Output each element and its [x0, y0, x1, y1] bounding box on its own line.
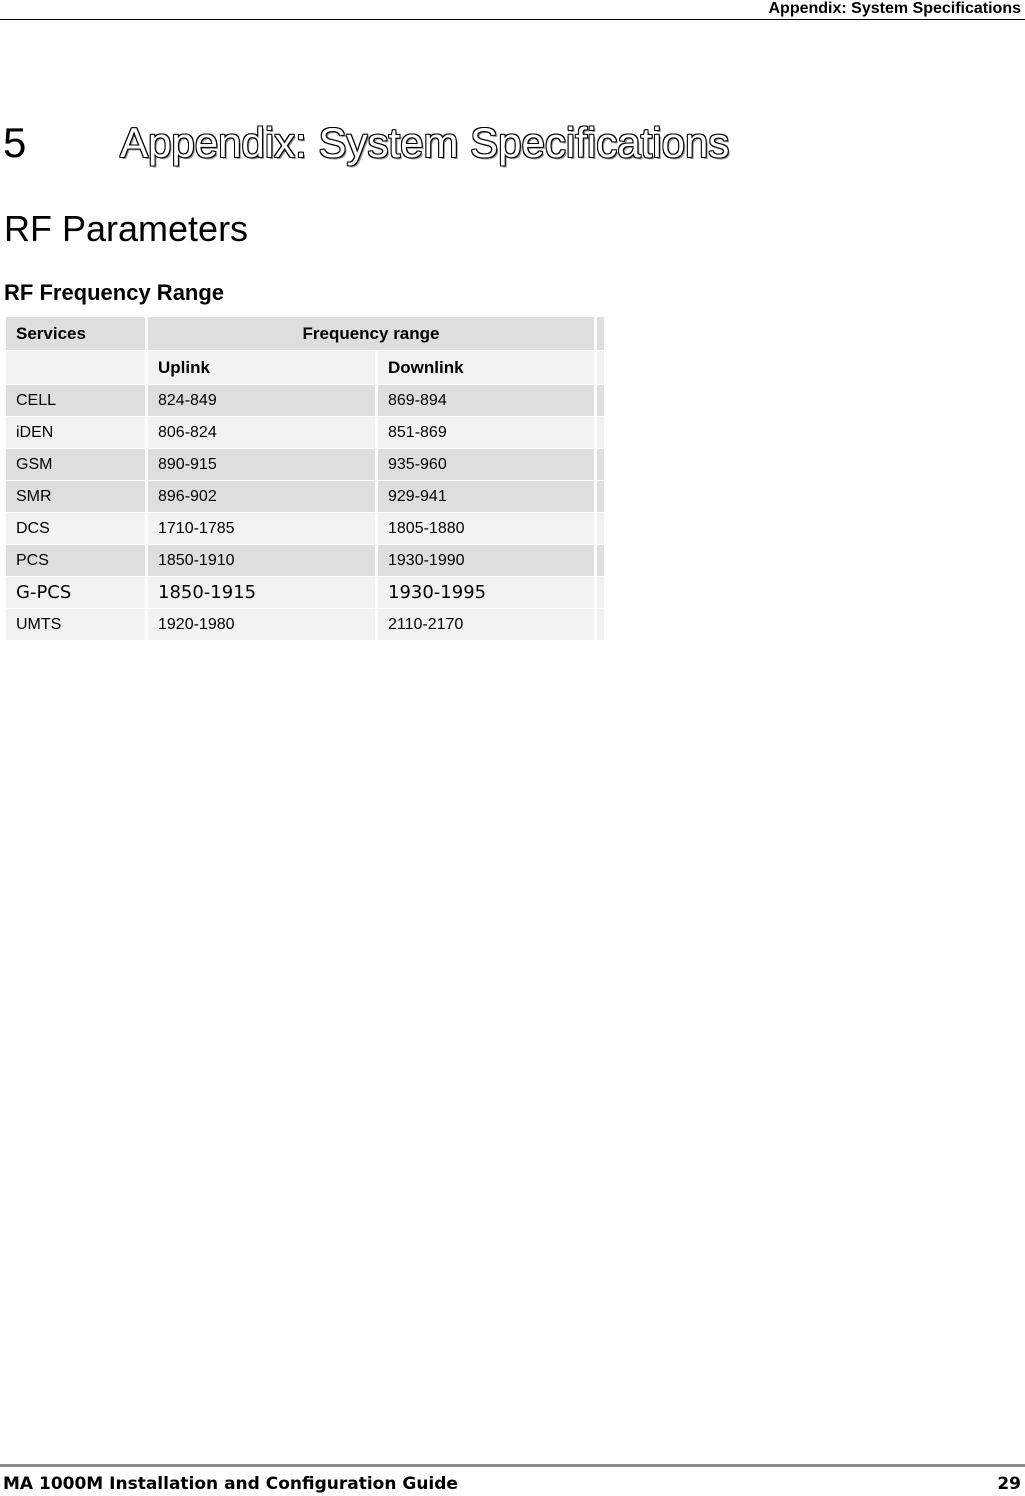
downlink-cell: 929-941 — [377, 481, 596, 513]
header-uplink: Uplink — [147, 351, 377, 385]
header-blank — [5, 351, 147, 385]
service-cell: CELL — [5, 385, 147, 417]
header-spacer — [596, 317, 606, 351]
service-cell: GSM — [5, 449, 147, 481]
downlink-cell: 851-869 — [377, 417, 596, 449]
header-services: Services — [5, 317, 147, 351]
table-subheader-row — [5, 351, 606, 385]
chapter-title: Appendix: System Specifications — [120, 119, 730, 166]
row-spacer — [596, 417, 606, 449]
subheader-spacer — [596, 351, 606, 385]
service-cell: PCS — [5, 545, 147, 577]
footer-document-title: MA 1000M Installation and Configuration Guide — [3, 1474, 458, 1494]
section-heading: RF Parameters — [4, 208, 249, 249]
header-frequency-range: Frequency range — [147, 317, 596, 351]
frequency-range-table — [3, 316, 607, 641]
table-row — [5, 513, 606, 545]
downlink-cell: 869-894 — [377, 385, 596, 417]
table-header-row — [5, 317, 606, 351]
uplink-cell: 896-902 — [147, 481, 377, 513]
header-downlink: Downlink — [377, 351, 596, 385]
uplink-cell: 1920-1980 — [147, 609, 377, 641]
running-header: Appendix: System Specifications — [768, 0, 1021, 17]
row-spacer — [596, 513, 606, 545]
row-spacer — [596, 481, 606, 513]
row-spacer — [596, 449, 606, 481]
downlink-cell: 935-960 — [377, 449, 596, 481]
table-row — [5, 449, 606, 481]
header-rule — [0, 19, 1025, 20]
table-row — [5, 481, 606, 513]
chapter-heading — [3, 118, 729, 168]
downlink-cell: 2110-2170 — [377, 609, 596, 641]
table-row — [5, 609, 606, 641]
row-spacer — [596, 609, 606, 641]
service-cell: SMR — [5, 481, 147, 513]
downlink-cell: 1930-1995 — [377, 577, 596, 609]
uplink-cell: 806-824 — [147, 417, 377, 449]
service-cell: G-PCS — [5, 577, 147, 609]
downlink-cell: 1930-1990 — [377, 545, 596, 577]
row-spacer — [596, 577, 606, 609]
uplink-cell: 1850-1910 — [147, 545, 377, 577]
chapter-number: 5 — [3, 119, 27, 166]
service-cell: DCS — [5, 513, 147, 545]
row-spacer — [596, 545, 606, 577]
service-cell: UMTS — [5, 609, 147, 641]
footer-rule — [0, 1464, 1025, 1467]
table-row — [5, 385, 606, 417]
table-row — [5, 577, 606, 609]
footer-page-number: 29 — [997, 1474, 1021, 1494]
downlink-cell: 1805-1880 — [377, 513, 596, 545]
table-row — [5, 417, 606, 449]
uplink-cell: 1710-1785 — [147, 513, 377, 545]
uplink-cell: 890-915 — [147, 449, 377, 481]
service-cell: iDEN — [5, 417, 147, 449]
uplink-cell: 1850-1915 — [147, 577, 377, 609]
subsection-heading: RF Frequency Range — [4, 280, 225, 305]
row-spacer — [596, 385, 606, 417]
table-row — [5, 545, 606, 577]
uplink-cell: 824-849 — [147, 385, 377, 417]
